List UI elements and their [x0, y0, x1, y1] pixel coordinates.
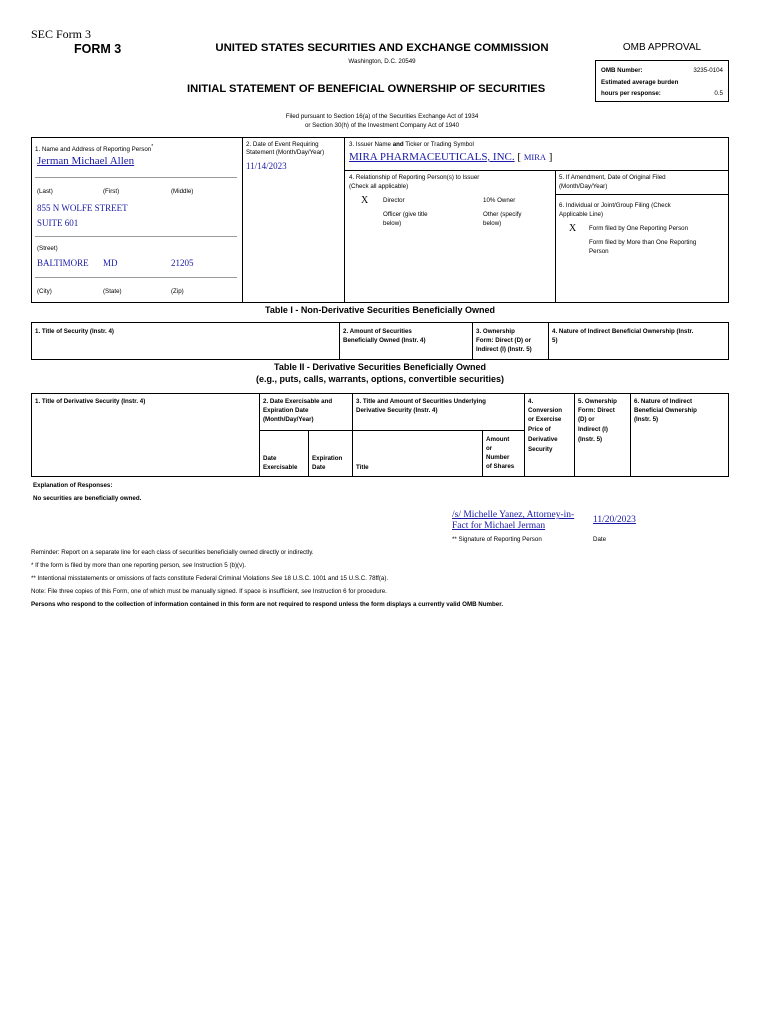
amendment-label1: 5. If Amendment, Date of Original Filed	[559, 174, 666, 181]
table2-subheader-rule	[259, 430, 525, 431]
issuer-label-prefix: 3. Issuer Name	[349, 141, 393, 148]
note-file-copies	[31, 588, 387, 596]
table2-col2b-header-2: Date	[312, 464, 326, 471]
signature-line1[interactable]: /s/ Michelle Yanez, Attorney-in-	[452, 510, 575, 520]
table1-title: Table I - Non-Derivative Securities Beneficially Owned	[265, 305, 495, 315]
note-misstatements	[31, 575, 388, 583]
table2-col4-header-1: 4.	[528, 398, 534, 405]
table2-title-1: Table II - Derivative Securities Beneficially Owned	[274, 362, 486, 372]
table2-col3b-header-4: of Shares	[486, 463, 515, 470]
note2-suffix: 18 U.S.C. 1001 and 15 U.S.C. 78ff(a).	[282, 575, 389, 582]
table1-col4-header-1: 4. Nature of Indirect Beneficial Ownership (Instr.	[552, 328, 694, 335]
sec-form-label: SEC Form 3	[31, 27, 92, 41]
relationship-label1: 4. Relationship of Reporting Person(s) to Issuer	[349, 174, 480, 181]
filed-pursuant-line1: Filed pursuant to Section 16(a) of the Securities Exchange Act of 1934	[285, 113, 479, 120]
grid-divider-3	[555, 170, 556, 302]
table2-col6-header-1: 6. Nature of Indirect	[634, 398, 693, 405]
omb-notice: Persons who respond to the collection of information contained in this form are not required to respond unless the form displays a currently valid OMB Number.	[31, 601, 504, 608]
reminder-text: Reminder: Report on a separate line for each class of securities beneficially owned directly or indirectly.	[31, 549, 314, 556]
note1-see: see	[182, 562, 193, 569]
more-person-label1: Form filed by More than One Reporting	[589, 239, 697, 246]
grid-top-rule	[31, 137, 729, 138]
street-label: (Street)	[37, 245, 58, 252]
other-label1: Other (specify	[483, 211, 522, 218]
table1-div3	[548, 322, 549, 360]
agency-location: Washington, D.C. 20549	[348, 58, 416, 65]
table2-col3a-header: Title	[356, 464, 369, 471]
table2-col4-header-3: or Exercise	[528, 416, 562, 423]
officer-label1: Officer (give title	[383, 211, 428, 218]
table2-div5	[630, 393, 631, 477]
grid-right-rule	[728, 137, 729, 302]
note3-prefix: Note: File three copies of this Form, one of which must be manually signed. If space is insufficient,	[31, 588, 302, 595]
one-person-check-mark[interactable]: X	[569, 223, 577, 234]
note1-prefix: * If the form is filed by more than one reporting person,	[31, 562, 183, 569]
signature-label: ** Signature of Reporting Person	[452, 536, 542, 543]
first-label: (First)	[103, 188, 120, 195]
issuer-name[interactable]: MIRA PHARMACEUTICALS, INC.	[349, 151, 515, 163]
explanation-text: No securities are beneficially owned.	[33, 495, 142, 502]
city-value: BALTIMORE	[37, 258, 89, 268]
form-title: FORM 3	[74, 42, 122, 56]
table2-col5-header-2: Form: Direct	[578, 407, 615, 414]
street-line1: 855 N WOLFE STREET	[37, 203, 128, 213]
table2-col3b-header-2: or	[486, 445, 493, 452]
table2-col2a-header-2: Exercisable	[263, 464, 298, 471]
filing-label2: Applicable Line)	[559, 211, 604, 218]
event-date-value: 11/14/2023	[246, 161, 287, 171]
table2-col1-header: 1. Title of Derivative Security (Instr. 4)	[35, 398, 146, 405]
city-rule	[35, 277, 237, 278]
city-label: (City)	[37, 288, 52, 295]
issuer-label-and: and	[392, 141, 404, 148]
street-rule	[35, 236, 237, 237]
other-label2: below)	[483, 220, 502, 227]
table1-col2-header-2: Beneficially Owned (Instr. 4)	[343, 337, 426, 344]
table1-col3-header-3: Indirect (I) (Instr. 5)	[476, 346, 532, 353]
last-label: (Last)	[37, 188, 53, 195]
event-date-label: 2. Date of Event Requiring Statement (Month/Day/Year)	[246, 141, 325, 157]
table2-div3	[524, 393, 525, 477]
table2-div2	[352, 393, 353, 477]
grid-bottom-rule	[31, 302, 729, 303]
table2-col4-header-5: Derivative	[528, 436, 558, 443]
table2-title-2: (e.g., puts, calls, warrants, options, convertible securities)	[255, 374, 505, 384]
zip-value: 21205	[171, 258, 194, 268]
state-label: (State)	[103, 288, 122, 295]
table1-col2-header-1: 2. Amount of Securities	[343, 328, 412, 335]
grid-issuer-rule	[344, 170, 729, 171]
omb-number-label: OMB Number:	[601, 67, 643, 74]
table2-col3-header-1: 3. Title and Amount of Securities Underlying	[356, 398, 486, 405]
grid-divider-2	[344, 137, 345, 302]
table2-sub-div2	[482, 430, 483, 477]
middle-label: (Middle)	[171, 188, 194, 195]
table2-col2-header-1: 2. Date Exercisable and	[263, 398, 333, 405]
issuer-ticker: MIRA	[523, 152, 547, 162]
omb-number-value: 3235-0104	[693, 67, 723, 74]
omb-burden-label1: Estimated average burden	[601, 79, 679, 86]
signature-line2[interactable]: Fact for Michael Jerman	[452, 521, 546, 531]
relationship-label2: (Check all applicable)	[349, 183, 409, 190]
one-person-label: Form filed by One Reporting Person	[589, 225, 689, 232]
table2-col6-header-3: (Instr. 5)	[634, 416, 659, 423]
officer-label2: below)	[383, 220, 402, 227]
note3-see: see	[301, 588, 312, 595]
table2-col5-header-1: 5. Ownership	[578, 398, 617, 405]
note2-prefix: ** Intentional misstatements or omissions of facts constitute Federal Criminal Violations	[31, 575, 272, 582]
omb-approval-title: OMB APPROVAL	[622, 42, 702, 53]
amendment-label2: (Month/Day/Year)	[559, 183, 608, 190]
reporting-person-name[interactable]: Jerman Michael Allen	[37, 155, 135, 167]
name-rule	[35, 177, 237, 178]
zip-label: (Zip)	[171, 288, 184, 295]
omb-burden-label2: hours per response:	[601, 90, 661, 97]
table2-col3-header-2: Derivative Security (Instr. 4)	[356, 407, 438, 414]
director-check-mark[interactable]: X	[361, 195, 369, 206]
reporting-person-label-text: 1. Name and Address of Reporting Person	[35, 146, 152, 154]
table2-col2a-header-1: Date	[263, 455, 277, 462]
table2-col2-header-3: (Month/Day/Year)	[263, 416, 314, 423]
table2-col5-header-3: (D) or	[578, 416, 595, 423]
grid-divider-1	[242, 137, 243, 302]
state-value: MD	[103, 258, 118, 268]
table2-col5-header-4: Indirect (I)	[578, 426, 608, 433]
note2-see: See	[271, 575, 283, 582]
table2-div4	[574, 393, 575, 477]
table1-col4-header-2: 5)	[552, 337, 558, 344]
table2-col4-header-2: Conversion	[528, 407, 563, 414]
table2-col5-header-5: (Instr. 5)	[578, 436, 603, 443]
table1-col3-header-2: Form: Direct (D) or	[476, 337, 532, 344]
filed-pursuant-line2: or Section 30(h) of the Investment Company Act of 1940	[304, 122, 460, 129]
issuer-label-suffix: Ticker or Trading Symbol	[403, 141, 474, 148]
omb-box	[595, 60, 729, 102]
table2-col3b-header-3: Number	[486, 454, 510, 461]
reporting-person-label	[35, 143, 153, 154]
signature-date: 11/20/2023	[593, 515, 636, 525]
table1-col1-header: 1. Title of Security (Instr. 4)	[35, 328, 114, 335]
note3-suffix: Instruction 6 for procedure.	[311, 588, 387, 595]
ticker-close: ]	[548, 151, 553, 163]
director-label: Director	[383, 197, 405, 204]
explanation-label: Explanation of Responses:	[33, 482, 113, 489]
table2-col4-header-4: Price of	[528, 426, 551, 433]
ten-pct-owner-label: 10% Owner	[483, 197, 516, 204]
street-line2: SUITE 601	[37, 218, 79, 228]
table2-col3b-header-1: Amount	[486, 436, 510, 443]
filing-label1: 6. Individual or Joint/Group Filing (Check	[559, 202, 671, 209]
statement-title: INITIAL STATEMENT OF BENEFICIAL OWNERSHIP OF SECURITIES	[187, 83, 546, 95]
signature-date-label: Date	[593, 536, 607, 543]
table2-col2-header-2: Expiration Date	[263, 407, 309, 414]
grid-amendment-rule	[555, 194, 729, 195]
table1-div1	[339, 322, 340, 360]
issuer-label	[349, 141, 474, 149]
note-multiple-persons	[31, 562, 246, 570]
issuer-line	[349, 151, 552, 163]
table1-col3-header-1: 3. Ownership	[476, 328, 515, 335]
grid-left-rule	[31, 137, 32, 302]
more-person-label2: Person	[589, 248, 609, 255]
table2-col4-header-6: Security	[528, 446, 553, 453]
reporting-person-asterisk: *	[151, 144, 154, 150]
agency-title: UNITED STATES SECURITIES AND EXCHANGE COMMISSION	[215, 42, 549, 54]
table2-div1	[259, 393, 260, 477]
table2-col2b-header-1: Expiration	[312, 455, 343, 462]
table2-sub-div1	[308, 430, 309, 477]
omb-burden-value: 0.5	[714, 90, 723, 97]
ticker-open: [	[517, 151, 522, 163]
note1-suffix: Instruction 5 (b)(v).	[192, 562, 246, 569]
table1-div2	[472, 322, 473, 360]
table2-col6-header-2: Beneficial Ownership	[634, 407, 697, 414]
